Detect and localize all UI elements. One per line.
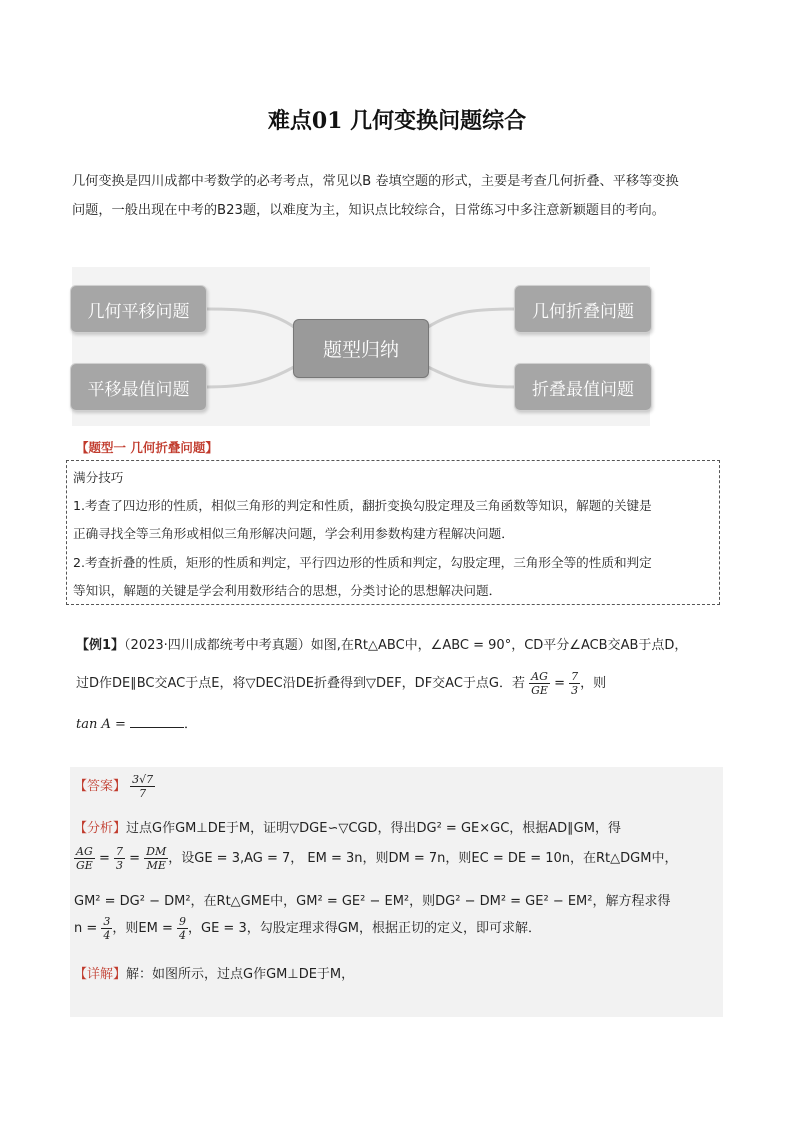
node-translation-problems: 几何平移问题 [70, 285, 207, 333]
answer-tag: 【答案】 [74, 779, 127, 794]
answer-fraction: $\frac{3√7}{7}$ [132, 773, 154, 800]
tips-box [66, 460, 720, 605]
node-folding-extremum: 折叠最值问题 [514, 363, 652, 411]
answer-line [74, 773, 155, 800]
ratio-fraction: $\frac{AG}{GE}$ [531, 670, 548, 697]
node-translation-extremum: 平移最值问题 [70, 363, 207, 411]
analysis-line-1: 【分析】过点G作GM⊥DE于M，证明▽DGE∽▽CGD，得出DG² = GE×GC，根据AD∥GM，得 [74, 821, 621, 836]
section-heading: 【题型一 几何折叠问题】 [76, 440, 218, 455]
tips-point-2a: 2.考查折叠的性质，矩形的性质和判定，平行四边形的性质和判定，勾股定理，三角形全等的性质和判定 [73, 555, 652, 570]
tips-point-2b: 等知识，解题的关键是学会利用数形结合的思想，分类讨论的思想解决问题． [73, 583, 502, 598]
example-text-3: tan A = [76, 717, 131, 732]
analysis-line-4: n = $\frac{3}{4}$ ，则EM = $\frac{9}{4}$ ，GE = 3，勾股定理求得GM，根据正切的定义，即可求解． [74, 915, 542, 942]
ratio-value-fraction: $\frac{7}{3}$ [571, 670, 579, 697]
node-center-summary: 题型归纳 [293, 319, 429, 378]
answer-box [70, 767, 723, 1017]
example-tag: 【例1】 [76, 638, 125, 653]
analysis-line-3: GM² = DG² − DM²，在Rt△GME中，GM² = GE² − EM²，则DG² − DM² = GE² − EM²，解方程求得 [74, 894, 671, 909]
example-line-3: tan A = ． [76, 717, 198, 732]
tips-heading: 满分技巧 [73, 470, 124, 485]
analysis-line-2: $\frac{AG}{GE}$ = $\frac{7}{3}$ = $\frac{DM}{ME}$ ，设GE = 3,AG = 7， EM = 3n，则DM = 7n，则EC = DE = 10n，在Rt△DGM中， [76, 845, 678, 872]
node-folding-problems: 几何折叠问题 [514, 285, 652, 333]
example-source: （2023·四川成都统考中考真题） [124, 638, 311, 653]
analysis-tag: 【分析】 [74, 821, 127, 836]
detail-line: 【详解】解：如图所示，过点G作GM⊥DE于M， [74, 967, 355, 982]
detail-tag: 【详解】 [74, 967, 127, 982]
example-text-1: 如图,在Rt△ABC中，∠ABC = 90°，CD平分∠ACB交AB于点D， [310, 638, 688, 653]
intro-line-2: 问题，一般出现在中考的B23题，以难度为主，知识点比较综合，日常练习中多注意新颖题目的考向。 [72, 203, 665, 218]
example-text-2b: ，则 [580, 676, 607, 691]
example-line-2: 过D作DE∥BC交AC于点E，将▽DEC沿DE折叠得到▽DEF，DF交AC于点G．若 $\frac{AG}{GE}$ = $\frac{7}{3}$ ，则 [76, 670, 607, 697]
intro-line-1: 几何变换是四川成都中考数学的必考考点，常见以B 卷填空题的形式，主要是考查几何折叠、平移等变换 [72, 174, 679, 189]
mind-map [72, 267, 650, 426]
tips-point-1a: 1.考查了四边形的性质，相似三角形的判定和性质，翻折变换勾股定理及三角函数等知识，解题的关键是 [73, 498, 652, 513]
answer-blank [130, 715, 184, 728]
example-text-2a: 过D作DE∥BC交AC于点E，将▽DEC沿DE折叠得到▽DEF，DF交AC于点G．若 [76, 676, 525, 691]
example-line-1 [76, 634, 687, 653]
page-title: 难点01 几何变换问题综合 [267, 108, 527, 134]
tips-point-1b: 正确寻找全等三角形或相似三角形解决问题，学会利用参数构建方程解决问题． [73, 526, 514, 541]
